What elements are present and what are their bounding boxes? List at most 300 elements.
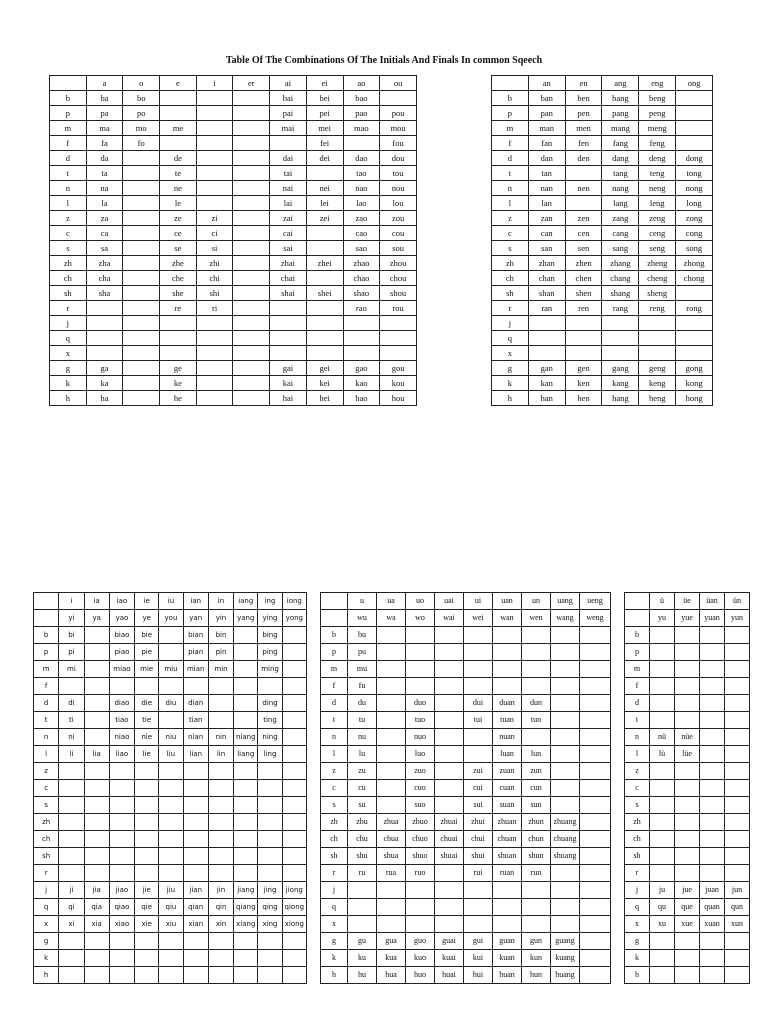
table-cell [522, 916, 551, 933]
table-cell: f [321, 678, 348, 695]
table-cell: qian [183, 899, 208, 916]
table-cell [233, 166, 270, 181]
table-cell: l [321, 746, 348, 763]
table-cell [208, 865, 233, 882]
table-cell [160, 91, 197, 106]
table-cell: pai [270, 106, 307, 121]
table-cell: lun [522, 746, 551, 763]
table-row [34, 814, 307, 831]
table-row [492, 151, 713, 166]
header-cell: a [86, 76, 123, 91]
table-cell [159, 644, 183, 661]
table-cell [183, 933, 208, 950]
table-cell: tui [464, 712, 493, 729]
table-cell [650, 644, 675, 661]
table-cell: san [528, 241, 565, 256]
table-cell [464, 916, 493, 933]
table-cell: z [50, 211, 87, 226]
table-cell: sha [86, 286, 123, 301]
table-cell [208, 831, 233, 848]
table-cell: h [492, 391, 529, 406]
table-cell [282, 627, 306, 644]
table-cell [700, 661, 725, 678]
table-cell [233, 241, 270, 256]
table-cell [700, 763, 725, 780]
table-cell [675, 933, 700, 950]
table-cell: pei [306, 106, 343, 121]
header-cell [321, 593, 348, 610]
table-cell [233, 346, 270, 361]
table-cell [464, 661, 493, 678]
table-cell [565, 166, 602, 181]
table-row [625, 916, 750, 933]
table-cell: cou [380, 226, 417, 241]
header-cell: wa [377, 610, 406, 627]
table-cell: rong [676, 301, 713, 316]
table-u-umlaut-finals [624, 592, 750, 984]
table-cell [159, 933, 183, 950]
table-cell [233, 256, 270, 271]
table-cell: b [492, 91, 529, 106]
table-cell [435, 644, 464, 661]
table-cell: zhuang [551, 814, 580, 831]
table-row [492, 271, 713, 286]
table-cell [233, 376, 270, 391]
table-cell: r [625, 865, 650, 882]
table-cell: xia [84, 916, 109, 933]
table-cell: g [50, 361, 87, 376]
table-cell: shun [522, 848, 551, 865]
table-cell: gen [565, 361, 602, 376]
table-cell [59, 831, 84, 848]
table-cell [306, 346, 343, 361]
table-cell: bin [208, 627, 233, 644]
table-cell [123, 376, 160, 391]
table-cell: nuo [406, 729, 435, 746]
table-row [321, 729, 611, 746]
table-cell [282, 712, 306, 729]
header-cell: ong [676, 76, 713, 91]
table-cell: fei [306, 136, 343, 151]
table-cell: bai [270, 91, 307, 106]
table-cell [725, 865, 750, 882]
table-cell: pie [135, 644, 159, 661]
table-cell: kuan [493, 950, 522, 967]
table-cell [86, 316, 123, 331]
table-cell: si [196, 241, 233, 256]
table-row [50, 226, 417, 241]
table-row [34, 627, 307, 644]
table-cell: hai [270, 391, 307, 406]
table-cell [234, 712, 258, 729]
table-cell [493, 678, 522, 695]
table-cell: d [492, 151, 529, 166]
table-cell: pao [343, 106, 380, 121]
header-row [492, 76, 713, 91]
header-cell: yu [650, 610, 675, 627]
table-cell: feng [639, 136, 676, 151]
table-cell: chuan [493, 831, 522, 848]
table-row [625, 661, 750, 678]
table-cell: lan [528, 196, 565, 211]
table-cell: de [160, 151, 197, 166]
table-cell [282, 950, 306, 967]
table-cell [435, 899, 464, 916]
table-cell: fo [123, 136, 160, 151]
table-cell: z [625, 763, 650, 780]
table-cell [306, 301, 343, 316]
table-cell [377, 627, 406, 644]
table-row [492, 286, 713, 301]
table-row [321, 933, 611, 950]
table-cell [196, 316, 233, 331]
table-cell [196, 136, 233, 151]
table-cell: l [625, 746, 650, 763]
table-cell: tun [522, 712, 551, 729]
table-cell [435, 882, 464, 899]
table-cell: mou [380, 121, 417, 136]
table-row [50, 271, 417, 286]
table-cell [675, 763, 700, 780]
table-cell: nuan [493, 729, 522, 746]
table-cell: nü [650, 729, 675, 746]
table-cell [282, 780, 306, 797]
table-cell [59, 967, 84, 984]
table-cell: tu [348, 712, 377, 729]
table-cell [270, 346, 307, 361]
table-cell [725, 746, 750, 763]
table-cell: jue [675, 882, 700, 899]
table-cell: nai [270, 181, 307, 196]
table-cell: qiu [159, 899, 183, 916]
table-cell [159, 848, 183, 865]
table-cell: ma [86, 121, 123, 136]
table-cell: sh [492, 286, 529, 301]
table-row [492, 331, 713, 346]
table-cell [234, 661, 258, 678]
header-row [321, 610, 611, 627]
table-cell [160, 136, 197, 151]
table-row [321, 882, 611, 899]
header-cell: iao [109, 593, 134, 610]
table-cell [522, 661, 551, 678]
table-cell [123, 301, 160, 316]
table-cell: shuai [435, 848, 464, 865]
table-row [34, 729, 307, 746]
table-row [625, 797, 750, 814]
table-cell: c [50, 226, 87, 241]
table-cell [258, 848, 282, 865]
table-cell [580, 712, 611, 729]
table-cell [650, 865, 675, 882]
table-cell [528, 331, 565, 346]
table-cell [135, 678, 159, 695]
header-cell: wu [348, 610, 377, 627]
table-cell: j [492, 316, 529, 331]
table-cell [551, 729, 580, 746]
table-cell [406, 661, 435, 678]
table-cell [208, 695, 233, 712]
table-cell: li [59, 746, 84, 763]
table-cell: shai [270, 286, 307, 301]
table-cell: sen [565, 241, 602, 256]
table-row [625, 678, 750, 695]
table-row [50, 286, 417, 301]
table-row [625, 967, 750, 984]
table-row [321, 831, 611, 848]
table-cell [183, 797, 208, 814]
table-cell [84, 848, 109, 865]
table-cell [282, 746, 306, 763]
table-cell [159, 627, 183, 644]
table-cell: duo [406, 695, 435, 712]
table-cell: r [50, 301, 87, 316]
table-cell: zhao [343, 256, 380, 271]
table-cell: t [34, 712, 59, 729]
table-cell [208, 797, 233, 814]
table-cell [208, 848, 233, 865]
header-cell: ian [183, 593, 208, 610]
table-cell: l [34, 746, 59, 763]
table-cell: zan [528, 211, 565, 226]
header-row [34, 610, 307, 627]
table-cell: deng [639, 151, 676, 166]
table-cell: suan [493, 797, 522, 814]
header-cell: yue [675, 610, 700, 627]
table-cell [123, 211, 160, 226]
table-cell [196, 151, 233, 166]
table-cell [377, 729, 406, 746]
table-cell [84, 695, 109, 712]
table-cell [59, 950, 84, 967]
table-cell: bing [258, 627, 282, 644]
table-cell: po [123, 106, 160, 121]
table-cell [84, 729, 109, 746]
table-cell: ken [565, 376, 602, 391]
table-row [492, 241, 713, 256]
table-row [34, 797, 307, 814]
table-cell [377, 746, 406, 763]
table-cell: j [625, 882, 650, 899]
table-cell: xiu [159, 916, 183, 933]
table-cell: ku [348, 950, 377, 967]
header-cell: ei [306, 76, 343, 91]
table-cell: hen [565, 391, 602, 406]
table-row [34, 644, 307, 661]
table-cell: nong [676, 181, 713, 196]
table-cell: nie [135, 729, 159, 746]
table-cell [233, 316, 270, 331]
table-cell: zuan [493, 763, 522, 780]
table-cell [565, 331, 602, 346]
table-cell: ti [59, 712, 84, 729]
table-cell [551, 644, 580, 661]
table-cell [270, 301, 307, 316]
table-cell: f [625, 678, 650, 695]
table-cell [580, 627, 611, 644]
table-cell [565, 316, 602, 331]
header-cell: e [160, 76, 197, 91]
table-cell: j [50, 316, 87, 331]
table-cell [406, 644, 435, 661]
table-u-finals [320, 592, 611, 984]
header-cell: ie [135, 593, 159, 610]
table-cell: q [34, 899, 59, 916]
table-cell: pa [86, 106, 123, 121]
table-cell: me [160, 121, 197, 136]
table-cell: n [50, 181, 87, 196]
table-cell: xiang [234, 916, 258, 933]
table-row [321, 746, 611, 763]
table-cell [725, 797, 750, 814]
table-cell: cha [86, 271, 123, 286]
table-cell: tao [343, 166, 380, 181]
header-cell [34, 610, 59, 627]
table-cell: j [34, 882, 59, 899]
table-cell: juan [700, 882, 725, 899]
table-cell [282, 678, 306, 695]
table-cell: bo [123, 91, 160, 106]
table-row [50, 91, 417, 106]
table-cell [159, 814, 183, 831]
table-row [492, 256, 713, 271]
table-cell: x [625, 916, 650, 933]
table-cell [676, 91, 713, 106]
table-cell: shang [602, 286, 639, 301]
table-cell [580, 933, 611, 950]
table-cell: teng [639, 166, 676, 181]
table-cell: ch [625, 831, 650, 848]
table-cell [135, 933, 159, 950]
table-cell: nu [348, 729, 377, 746]
table-cell [282, 865, 306, 882]
table-row [50, 346, 417, 361]
table-cell [725, 933, 750, 950]
table-cell: zu [348, 763, 377, 780]
table-cell: cang [602, 226, 639, 241]
table-cell [282, 729, 306, 746]
table-cell [551, 882, 580, 899]
table-cell [551, 899, 580, 916]
table-cell [306, 271, 343, 286]
table-cell [650, 797, 675, 814]
table-cell: cen [565, 226, 602, 241]
table-cell [135, 950, 159, 967]
table-cell: long [676, 196, 713, 211]
table-cell [493, 882, 522, 899]
table-cell: dai [270, 151, 307, 166]
table-cell: cheng [639, 271, 676, 286]
table-cell [86, 301, 123, 316]
table-cell: kui [464, 950, 493, 967]
table-cell [725, 831, 750, 848]
table-cell: meng [639, 121, 676, 136]
table-cell [580, 644, 611, 661]
header-cell [625, 610, 650, 627]
table-cell [639, 346, 676, 361]
table-cell: qiao [109, 899, 134, 916]
table-cell: c [34, 780, 59, 797]
table-cell: nang [602, 181, 639, 196]
table-cell [109, 814, 134, 831]
table-cell: l [50, 196, 87, 211]
table-cell: h [321, 967, 348, 984]
table-cell: g [625, 933, 650, 950]
table-cell: sou [380, 241, 417, 256]
table-cell: ch [50, 271, 87, 286]
table-cell: bao [343, 91, 380, 106]
table-row [50, 361, 417, 376]
table-cell: neng [639, 181, 676, 196]
table-cell [159, 831, 183, 848]
table-row [34, 882, 307, 899]
table-row [50, 331, 417, 346]
table-cell [551, 627, 580, 644]
table-row [34, 678, 307, 695]
table-cell: m [34, 661, 59, 678]
table-cell: fa [86, 136, 123, 151]
table-cell: q [492, 331, 529, 346]
table-cell [135, 780, 159, 797]
table-cell [233, 361, 270, 376]
table-cell: che [160, 271, 197, 286]
table-cell [84, 712, 109, 729]
table-cell: hun [522, 967, 551, 984]
table-cell: n [321, 729, 348, 746]
table-cell: he [160, 391, 197, 406]
header-cell: üan [700, 593, 725, 610]
header-cell: ya [84, 610, 109, 627]
table-row [321, 814, 611, 831]
header-cell: yao [109, 610, 134, 627]
table-cell [135, 831, 159, 848]
header-row [625, 610, 750, 627]
table-cell: x [492, 346, 529, 361]
table-cell [348, 882, 377, 899]
table-cell: s [34, 797, 59, 814]
table-cell [258, 831, 282, 848]
table-cell: z [492, 211, 529, 226]
table-cell [183, 950, 208, 967]
table-cell [464, 899, 493, 916]
table-cell: sang [602, 241, 639, 256]
table-cell [580, 695, 611, 712]
table-cell: bie [135, 627, 159, 644]
table-cell: que [675, 899, 700, 916]
table-cell [493, 644, 522, 661]
table-cell: biao [109, 627, 134, 644]
table-cell: keng [639, 376, 676, 391]
table-cell: nei [306, 181, 343, 196]
table-cell: guan [493, 933, 522, 950]
table-cell: se [160, 241, 197, 256]
header-cell: ua [377, 593, 406, 610]
table-cell: chong [676, 271, 713, 286]
table-cell [406, 882, 435, 899]
table-cell [676, 316, 713, 331]
table-cell [109, 780, 134, 797]
table-cell: z [321, 763, 348, 780]
header-cell: iu [159, 593, 183, 610]
table-cell: ka [86, 376, 123, 391]
table-cell [580, 763, 611, 780]
table-cell [700, 780, 725, 797]
table-cell: ru [348, 865, 377, 882]
table-cell: quan [700, 899, 725, 916]
table-cell: ji [59, 882, 84, 899]
table-cell [580, 661, 611, 678]
table-row [492, 91, 713, 106]
